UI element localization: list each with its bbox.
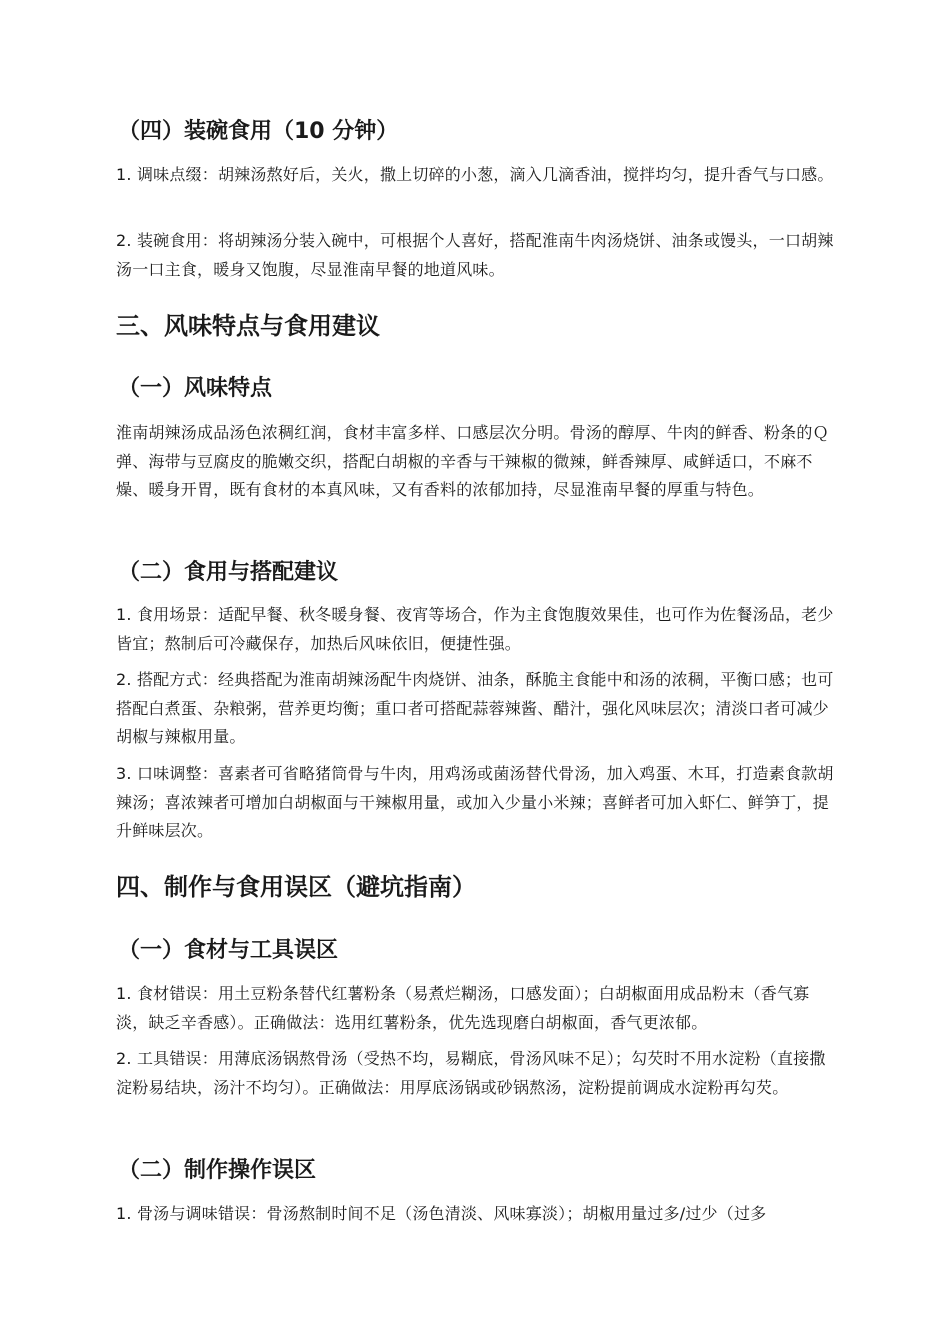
paragraph-seasoning: 1. 调味点缀：胡辣汤熬好后，关火，撒上切碎的小葱，滴入几滴香油，搅拌均匀，提升香气与口感。 [116,165,834,184]
section-title-pitfalls: 四、制作与食用误区（避坑指南） [116,873,476,901]
paragraph-broth-seasoning-errors: 1. 骨汤与调味错误：骨汤熬制时间不足（汤色清淡、风味寡淡）；胡椒用量过多/过少（过多 [116,1204,767,1223]
paragraph-eating-scenes: 1. 食用场景：适配早餐、秋冬暖身餐、夜宵等场合，作为主食饱腹效果佳，也可作为佐餐汤品，老少皆宜；熬制后可冷藏保存，加热后风味依旧，便捷性强。 [116,605,834,653]
subsection-title-operation-pitfalls: （二）制作操作误区 [118,1158,317,1183]
subsection-title-pairing: （二）食用与搭配建议 [118,560,339,585]
paragraph-taste-adjustment: 3. 口味调整：喜素者可省略猪筒骨与牛肉，用鸡汤或菌汤替代骨汤，加入鸡蛋、木耳，打造素食款胡辣汤；喜浓辣者可增加白胡椒面与干辣椒用量，或加入少量小米辣；喜鲜者可加入虾仁、鲜笋丁，提升鲜味层次。 [116,764,834,840]
section-title-flavor: 三、风味特点与食用建议 [116,312,380,340]
paragraph-tool-errors: 2. 工具错误：用薄底汤锅熬骨汤（受热不均，易糊底，骨汤风味不足）；勾芡时不用水淀粉（直接撒淀粉易结块，汤汁不均匀）。正确做法：用厚底汤锅或砂锅熬汤，淀粉提前调成水淀粉再勾芡。 [116,1049,826,1097]
subsection-title-ingredient-pitfalls: （一）食材与工具误区 [118,938,339,963]
paragraph-pairing-methods: 2. 搭配方式：经典搭配为淮南胡辣汤配牛肉烧饼、油条，酥脆主食能中和汤的浓稠，平衡口感；也可搭配白煮蛋、杂粮粥，营养更均衡；重口者可搭配蒜蓉辣酱、醋汁，强化风味层次；清淡口者可减少胡椒与辣椒用量。 [116,670,834,746]
paragraph-serving: 2. 装碗食用：将胡辣汤分装入碗中，可根据个人喜好，搭配淮南牛肉汤烧饼、油条或馒头，一口胡辣汤一口主食，暖身又饱腹，尽显淮南早餐的地道风味。 [116,231,834,279]
paragraph-ingredient-errors: 1. 食材错误：用土豆粉条替代红薯粉条（易煮烂糊汤，口感发面）；白胡椒面用成品粉末（香气寡淡，缺乏辛香感）。正确做法：选用红薯粉条，优先选现磨白胡椒面，香气更浓郁。 [116,984,810,1032]
paragraph-flavor-features: 淮南胡辣汤成品汤色浓稠红润，食材丰富多样、口感层次分明。骨汤的醇厚、牛肉的鲜香、粉条的Ｑ弹、海带与豆腐皮的脆嫩交织，搭配白胡椒的辛香与干辣椒的微辣，鲜香辣厚、咸鲜适口，不麻不燥、暖身开胃，既有食材的本真风味，又有香料的浓郁加持，尽显淮南早餐的厚重与特色。 [116,423,829,499]
subsection-title-serving: （四）装碗食用（10 分钟） [118,119,399,144]
subsection-title-flavor-features: （一）风味特点 [118,376,273,401]
